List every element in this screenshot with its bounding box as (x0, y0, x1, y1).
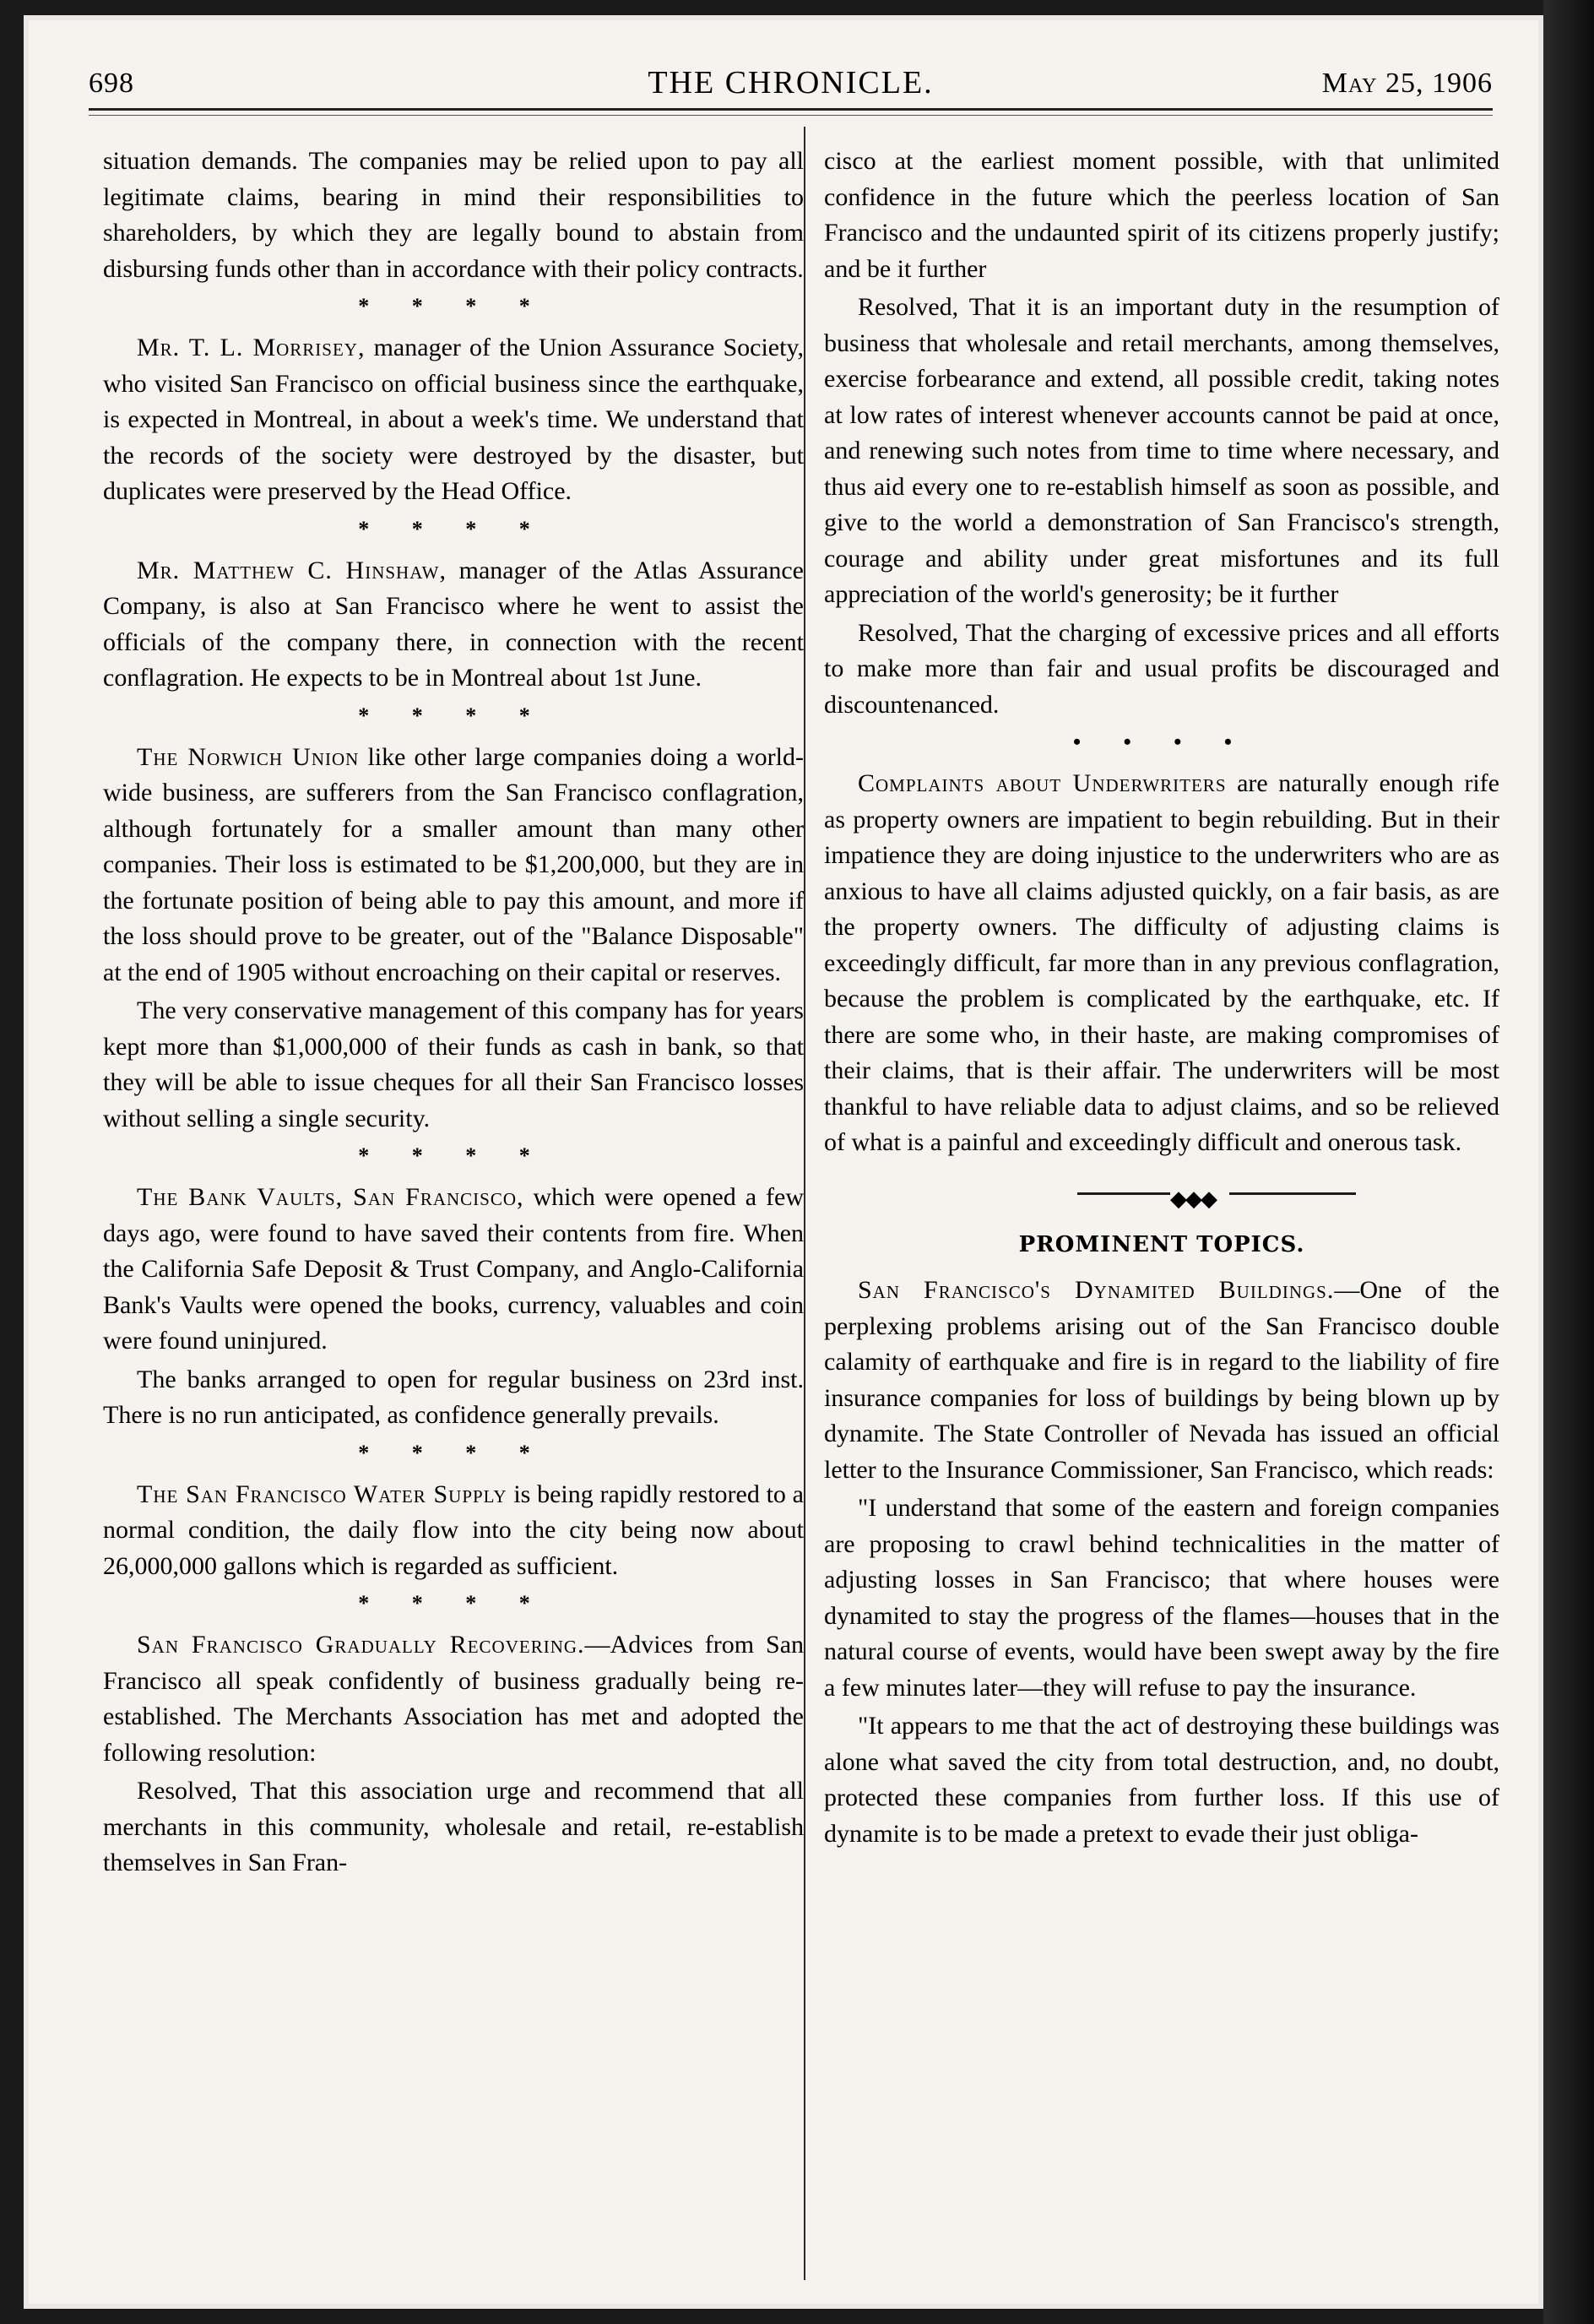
section-separator: * * * * (358, 294, 549, 318)
section-separator: * * * * (358, 1591, 549, 1615)
section-separator: • • • • (1073, 730, 1250, 754)
right-column (824, 144, 1499, 1854)
header-rule (89, 108, 1493, 111)
paragraph: Resolved, That it is an important duty in the resumption of business that wholesale and retail merchants, among themselves, exercise forbearance and extend, all possible credit, taking notes at low rates of interest whenever accounts cannot be paid at once, and renewing such notes from time to time where necessary, and thus aid every one to re-establish himself as soon as possible, and give to the world a demonstration of San Francisco's strength, courage and ability under great misfortunes and its full appreciation of the world's generosity; be it further (824, 293, 1499, 608)
paragraph: The very conservative management of this company has for years kept more than $1,000,000 of their funds as cash in bank, so that they will be able to issue cheques for all their San Francisco losses without selling a single security. (103, 996, 804, 1132)
section-separator: * * * * (358, 1440, 549, 1465)
paragraph: The banks arranged to open for regular business on 23rd inst. There is no run anticipated, as confidence generally prevails. (103, 1365, 804, 1429)
paragraph: "It appears to me that the act of destroying these buildings was alone what saved the city from total destruction, and, no doubt, protected these companies from further loss. If this use of dynamite is to be made a pretext to evade their just obliga- (824, 1712, 1499, 1848)
ornament-rule (824, 1176, 1499, 1210)
book-spine-edge (1543, 0, 1594, 2324)
lead-name: Complaints about Underwriters (858, 769, 1227, 797)
lead-name: Mr. Matthew C. Hinshaw, (137, 556, 447, 584)
section-separator: * * * * (358, 703, 549, 728)
paragraph: The San Francisco Water Supply is being rapidly restored to a normal condition, the daily flow into the city being now about 26,000,000 gallons which is regarded as sufficient. (103, 1480, 804, 1580)
paragraph: San Francisco Gradually Recovering.—Advices from San Francisco all speak confidently of business gradually being re-established. The Merchants Association has met and adopted the following resolution: (103, 1631, 805, 1767)
paragraph: Mr. T. L. Morrisey, manager of the Union Assurance Society, who visited San Francisco on official business since the earthquake, is expected in Montreal, in about a week's time. We understand that the records of the society were destroyed by the disaster, but duplicates were preserved by the Head Office. (103, 334, 804, 505)
paragraph: Resolved, That this association urge and recommend that all merchants in this community, wholesale and retail, re-establish themselves in San Fran- (103, 1777, 804, 1876)
lead-name: Mr. T. L. Morrisey, (137, 334, 366, 361)
paragraph: "I understand that some of the eastern and foreign companies are proposing to crawl behind technicalities in the matter of adjusting losses in San Francisco; that where houses were dynamited to stay the progress of the flames—houses that in the natural course of events, would have been swept away by the fire a few minutes later—they will refuse to pay the insurance. (824, 1494, 1499, 1702)
section-heading: PROMINENT TOPICS. (1018, 1231, 1305, 1257)
paragraph: Mr. Matthew C. Hinshaw, manager of the Atlas Assurance Company, is also at San Francisco where he went to assist the officials of the company there, in connection with the recent conflagration. He expects to be in Montreal about 1st June. (103, 556, 804, 692)
column-divider (804, 127, 805, 2280)
ornament-line (1229, 1192, 1356, 1195)
left-column (103, 144, 804, 1884)
paragraph: San Francisco's Dynamited Buildings.—One of the perplexing problems arising out of the San Francisco double calamity of earthquake and fire is in regard to the liability of fire insurance companies for loss of buildings by being blown up by dynamite. The State Controller of Nevada has issued an official letter to the Insurance Commissioner, San Francisco, which reads: (824, 1276, 1499, 1484)
paragraph: Complaints about Underwriters are naturally enough rife as property owners are impatient to begin rebuilding. But in their impatience they are doing injustice to the underwriters who are as anxious to have all claims adjusted quickly, on a fair basis, as are the property owners. The difficulty of adjusting claims is exceedingly difficult, far more than in any previous conflagration, because the problem is complicated by the earthquake, etc. If there are some who, in their haste, are making compromises of their claims, that is their affair. The underwriters will be most thankful to have reliable data to adjust claims, and so be relieved of what is a painful and exceedingly difficult and onerous task. (824, 769, 1499, 1156)
ornament-line (1077, 1192, 1170, 1195)
paragraph: situation demands. The companies may be relied upon to pay all legitimate claims, bearing in mind their responsibilities to shareholders, by which they are legally bound to abstain from disbursing funds other than in accordance with their policy contracts. (103, 147, 804, 283)
ornament-diamonds: ◆◆◆ (1170, 1186, 1216, 1211)
paragraph: The Bank Vaults, San Francisco, which were opened a few days ago, were found to have saved their contents from fire. When the California Safe Deposit & Trust Company, and Anglo-California Bank's Vaults were opened the books, currency, valuables and coin were found uninjured. (103, 1183, 804, 1355)
page-header (89, 61, 1493, 111)
lead-name: The Bank Vaults, San Francisco, (137, 1183, 524, 1211)
page-number: 698 (89, 68, 134, 99)
publication-title: THE CHRONICLE. (648, 65, 934, 100)
paragraph: Resolved, That the charging of excessive prices and all efforts to make more than fair and usual profits be discouraged and discountenanced. (824, 618, 1499, 719)
lead-name: San Francisco's Dynamited Buildings. (858, 1276, 1335, 1304)
lead-name: The Norwich Union (137, 742, 360, 771)
section-separator: * * * * (358, 516, 549, 541)
paragraph: The Norwich Union like other large companies doing a world-wide business, are sufferers from the San Francisco conflagration, although fortunately for a smaller amount than many other companies. Their loss is estimated to be $1,200,000, but they are in the fortunate position of being able to pay this amount, and more if the loss should prove to be greater, out of the "Balance Disposable" at the end of 1905 without encroaching on their capital or reserves. (103, 742, 804, 986)
paragraph: cisco at the earliest moment possible, with that unlimited confidence in the future which the peerless location of San Francisco and the undaunted spirit of its citizens properly justify; and be it further (824, 147, 1499, 283)
lead-name: The San Francisco Water Supply (137, 1480, 507, 1508)
header-rule-thin (89, 115, 1493, 116)
lead-name: San Francisco Gradually Recovering. (137, 1631, 585, 1659)
issue-date: May 25, 1906 (1321, 68, 1493, 99)
section-separator: * * * * (358, 1143, 549, 1168)
